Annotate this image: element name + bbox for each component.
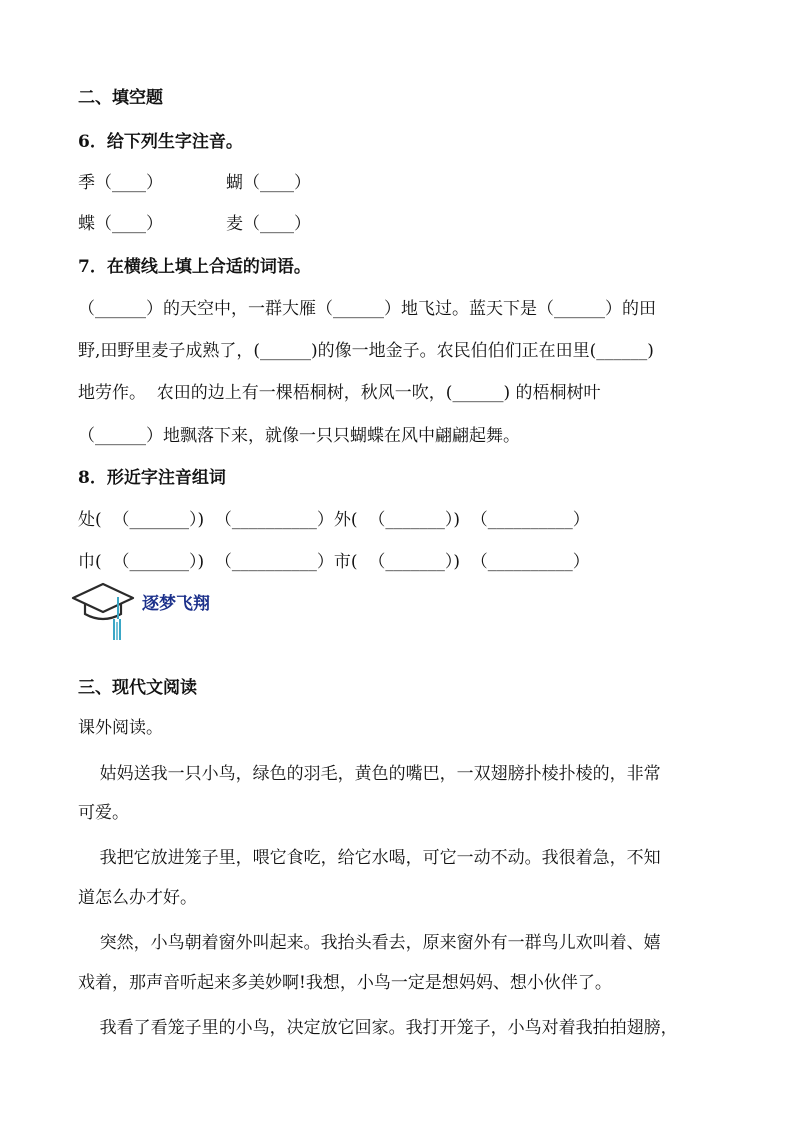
q8-row-1[interactable]: 处( （_______）) （__________）外( （_______）) （__________） [78, 510, 590, 530]
passage-line: 姑妈送我一只小鸟，绿色的羽毛，黄色的嘴巴，一双翅膀扑棱扑棱的，非常 [78, 764, 661, 784]
q6-item-hu[interactable]: 蝴（____） [226, 173, 311, 193]
passage-line: 我看了看笼子里的小鸟，决定放它回家。我打开笼子，小鸟对着我拍拍翅膀， [78, 1018, 678, 1038]
q6-item-ji[interactable]: 季（____） [78, 173, 163, 193]
q6-item-die[interactable]: 蝶（____） [78, 214, 163, 234]
q8-prompt: 8．形近字注音组词 [78, 468, 226, 488]
section3-intro: 课外阅读。 [78, 718, 163, 738]
q8-row-2[interactable]: 巾( （_______）) （__________）市( （_______）) （__________） [78, 552, 590, 572]
q7-prompt: 7．在横线上填上合适的词语。 [78, 257, 311, 277]
passage-line: 我把它放进笼子里，喂它食吃，给它水喝，可它一动不动。我很着急，不知 [78, 848, 661, 868]
q6-item-mai[interactable]: 麦（____） [226, 214, 311, 234]
section2-heading: 二、填空题 [78, 88, 163, 108]
graduation-cap-icon [70, 578, 140, 642]
q7-line-1[interactable]: （______）的天空中，一群大雁（______）地飞过。蓝天下是（______）的田 [78, 299, 656, 319]
passage-line: 可爱。 [78, 803, 129, 823]
section3-heading: 三、现代文阅读 [78, 678, 197, 698]
passage-line: 戏着，那声音听起来多美妙啊!我想，小鸟一定是想妈妈、想小伙伴了。 [78, 973, 612, 993]
q7-line-4[interactable]: （______）地飘落下来，就像一只只蝴蝶在风中翩翩起舞。 [78, 426, 520, 446]
passage-line: 道怎么办才好。 [78, 888, 197, 908]
q7-line-2[interactable]: 野,田野里麦子成熟了，(______)的像一地金子。农民伯伯们正在田里(______) [78, 341, 654, 361]
passage-line: 突然，小鸟朝着窗外叫起来。我抬头看去，原来窗外有一群鸟儿欢叫着、嬉 [78, 933, 661, 953]
q6-prompt: 6．给下列生字注音。 [78, 132, 243, 152]
logo-text: 逐梦飞翔 [142, 594, 210, 614]
q7-line-3[interactable]: 地劳作。 农田的边上有一棵梧桐树，秋风一吹，(______) 的梧桐树叶 [78, 383, 601, 403]
